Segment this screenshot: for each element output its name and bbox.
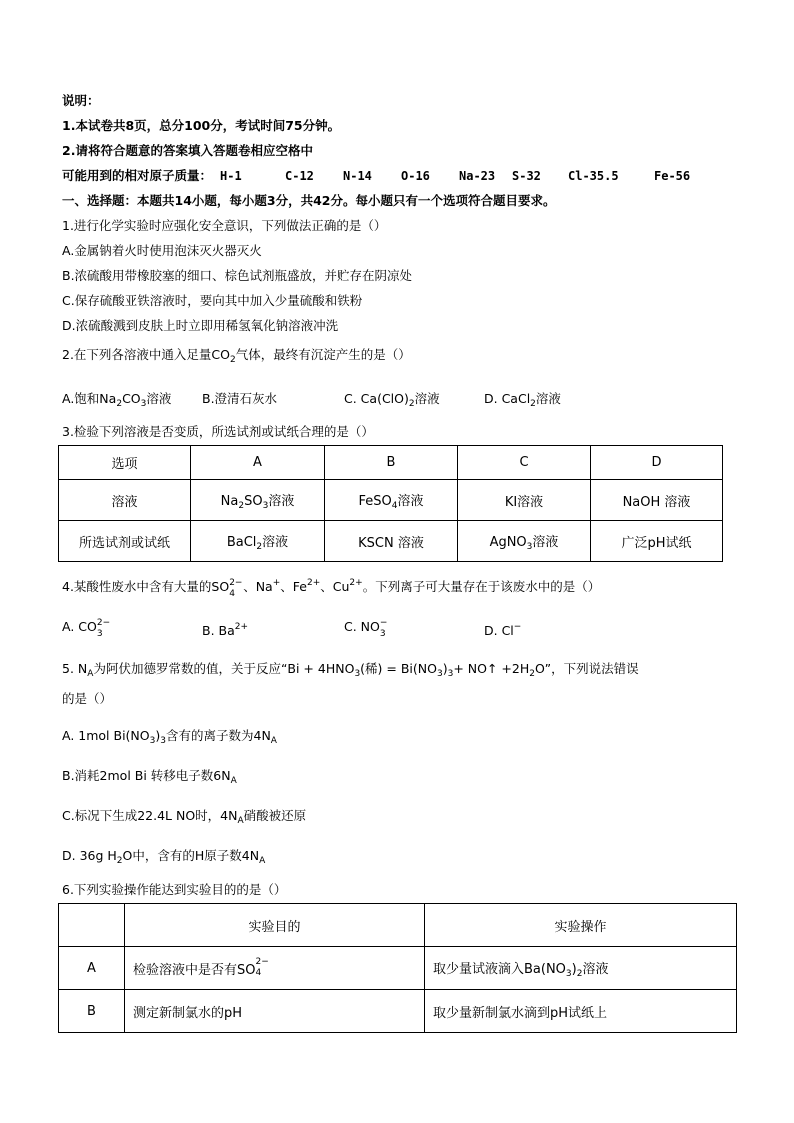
q6-header-blank [59,904,125,947]
q3-header-b: B [325,446,458,480]
q2-options [62,390,742,413]
q5-option-d: D. 36g $H_2O$中，含有的H原子数$4N_A$ [62,848,266,866]
q3-header-a: A [191,446,325,480]
section-heading: 一、选择题：本题共14小题，每小题3分，共42分。每小题只有一个选项符合题目要求。 [62,193,556,208]
q3-reagent-b: KSCN 溶液 [325,521,458,562]
q6-row-b [59,990,737,1033]
q2-option-d: D. CaCl$_2$溶液 [484,391,561,409]
instruction-note-2: 2.请将符合题意的答案填入答题卷相应空格中 [62,143,313,158]
q2-option-b: B.澄清石灰水 [202,391,278,406]
q3-solution-b: FeSO$_4$溶液 [325,480,458,521]
instruction-note-1: 1.本试卷共8页，总分100分，考试时间75分钟。 [62,118,341,133]
atomic-mass-cl: Cl-35.5 [568,169,619,183]
q6-row-a-label: A [59,947,125,990]
q6-table [58,903,737,1033]
q2-stem: 2.在下列各溶液中通入足量$CO_2$气体，最终有沉淀产生的是（） [62,347,411,365]
q3-solution-c: KI溶液 [458,480,591,521]
q4-options [62,618,742,639]
q6-header-operation: 实验操作 [425,904,737,947]
q3-header-option: 选项 [59,446,191,480]
q1-stem: 1.进行化学实验时应强化安全意识，下列做法正确的是（） [62,218,387,233]
q5-option-b: B.消耗2mol Bi 转移电子数$6N_A$ [62,768,237,786]
q6-row-b-purpose: 测定新制氯水的pH [125,990,425,1033]
q3-reagent-c: AgNO$_3$溶液 [458,521,591,562]
q3-reagent-d: 广泛pH试纸 [591,521,723,562]
atomic-mass-fe: Fe-56 [654,169,691,183]
q4-option-d: D. Cl− [484,622,522,638]
q6-row-a-operation: 取少量试液滴入$Ba(NO_3)_2$溶液 [425,947,737,990]
q4-stem: 4.某酸性废水中含有大量的SO 2− 4 、Na+、$Fe^{2+}$、$Cu^{2+}$。下列离子可大量存在于该废水中的是（） [62,578,601,599]
q6-row-b-operation: 取少量新制氯水滴到pH试纸上 [425,990,737,1033]
q3-table [58,445,723,562]
q3-solution-row [59,480,723,521]
q6-row-b-label: B [59,990,125,1033]
q1-option-a: A.金属钠着火时使用泡沫灭火器灭火 [62,243,262,258]
q6-row-a [59,947,737,990]
atomic-mass-s: S-32 [512,169,541,183]
q2-option-a: A.饱和$Na_2CO_3$溶液 [62,391,172,409]
q4-option-a: A. CO 2− 3 [62,618,111,639]
q2-option-c: C. $Ca(ClO)_2$溶液 [344,391,440,409]
q3-reagent-a: BaCl$_2$溶液 [191,521,325,562]
q5-stem-line-1: 5. $N_A$为阿伏加德罗常数的值，关于反应“$Bi + 4HNO_3$(稀) = $Bi(NO_3)_3+$ NO↑ $+2H_2O$”，下列说法错误 [62,661,639,679]
atomic-mass-na: Na-23 [459,169,496,183]
q5-stem-line-2: 的是（） [62,691,113,706]
q1-option-b: B.浓硫酸用带橡胶塞的细口、棕色试剂瓶盛放，并贮存在阴凉处 [62,268,413,283]
q3-header-row [59,446,723,480]
q3-stem: 3.检验下列溶液是否变质，所选试剂或试纸合理的是（） [62,424,374,439]
q4-option-c: C. NO − 3 [344,618,388,639]
atomic-mass-c: C-12 [285,169,314,183]
q6-header-row [59,904,737,947]
q5-option-a: A. 1mol $Bi(NO_3)_3$含有的离子数为$4N_A$ [62,728,277,746]
q4-option-b: B. $Ba^{2+}$ [202,622,249,638]
q3-solution-a: $Na_2SO_3$溶液 [191,480,325,521]
q1-option-c: C.保存硫酸亚铁溶液时，要向其中加入少量硫酸和铁粉 [62,293,363,308]
q3-reagent-label: 所选试剂或试纸 [59,521,191,562]
instructions-title: 说明： [62,93,100,108]
q3-solution-d: NaOH 溶液 [591,480,723,521]
q3-reagent-row [59,521,723,562]
atomic-mass-o: O-16 [401,169,430,183]
q6-stem: 6.下列实验操作能达到实验目的的是（） [62,882,287,897]
q6-header-purpose: 实验目的 [125,904,425,947]
atomic-mass-label: 可能用到的相对原子质量： [62,168,213,183]
q3-header-c: C [458,446,591,480]
atomic-mass-line [62,167,691,185]
atomic-mass-n: N-14 [343,169,372,183]
q6-row-a-purpose: 检验溶液中是否有SO 2− 4 [125,947,425,990]
atomic-mass-h: H-1 [220,169,242,183]
q3-solution-label: 溶液 [59,480,191,521]
q1-option-d: D.浓硫酸溅到皮肤上时立即用稀氢氧化钠溶液冲洗 [62,318,339,333]
q5-option-c: C.标况下生成22.4L NO时，$4N_A$硝酸被还原 [62,808,307,826]
q3-header-d: D [591,446,723,480]
